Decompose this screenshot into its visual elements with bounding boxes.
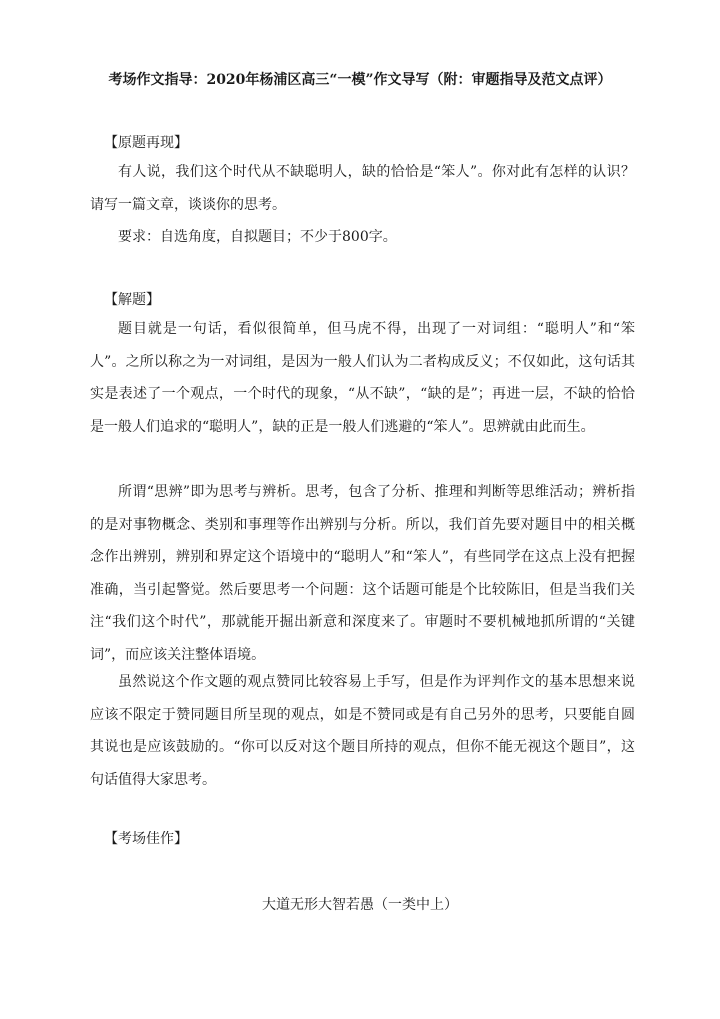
analysis-paragraph-2: 所谓“思辨”即为思考与辨析。思考，包含了分析、推理和判断等思维活动；辨析指的是对事物概念、类别和事理等作出辨别与分析。所以，我们首先要对题目中的相关概念作出辨别，辨别和界定这个语境中的“聪明人”和“笨人”，有些同学在这点上没有把握准确，当引起警觉。然后要思考一个问题：这个话题可能是个比较陈旧，但是当我们关注“我们这个时代”，那就能开掘出新意和深度来了。审题时不要机械地抓所谓的“关键词”，而应该关注整体语境。: [90, 484, 635, 663]
original-requirement-paragraph: 要求：自选角度，自拟题目；不少于800字。: [118, 229, 397, 245]
document-title: 考场作文指导：2020年杨浦区高三“一模”作文导写（附：审题指导及范文点评）: [108, 72, 612, 88]
analysis-paragraph-3: 虽然说这个作文题的观点赞同比较容易上手写，但是作为评判作文的基本思想来说应该不限定于赞同题目所呈现的观点，如是不赞同或是有自己另外的思考，只要能自圆其说也是应该鼓励的。“你可以反对这个题目所持的观点，但你不能无视这个题目”，这句话值得大家思考。: [90, 674, 635, 788]
section-heading-essay: 【考场佳作】: [104, 831, 188, 847]
section-heading-analysis: 【解题】: [104, 292, 160, 308]
essay-title: 大道无形大智若愚（一类中上）: [262, 897, 458, 913]
original-prompt-paragraph: 有人说，我们这个时代从不缺聪明人，缺的恰恰是“笨人”。你对此有怎样的认识？请写一篇文章，谈谈你的思考。: [90, 164, 635, 213]
analysis-paragraph-1: 题目就是一句话，看似很简单，但马虎不得，出现了一对词组：“聪明人”和“笨人”。之所以称之为一对词组，是因为一般人们认为二者构成反义；不仅如此，这句话其实是表述了一个观点，一个时代的现象，“从不缺”，“缺的是”；再进一层，不缺的恰恰是一般人们追求的“聪明人”，缺的正是一般人们逃避的“笨人”。思辨就由此而生。: [90, 321, 635, 435]
section-heading-original: 【原题再现】: [104, 135, 188, 151]
